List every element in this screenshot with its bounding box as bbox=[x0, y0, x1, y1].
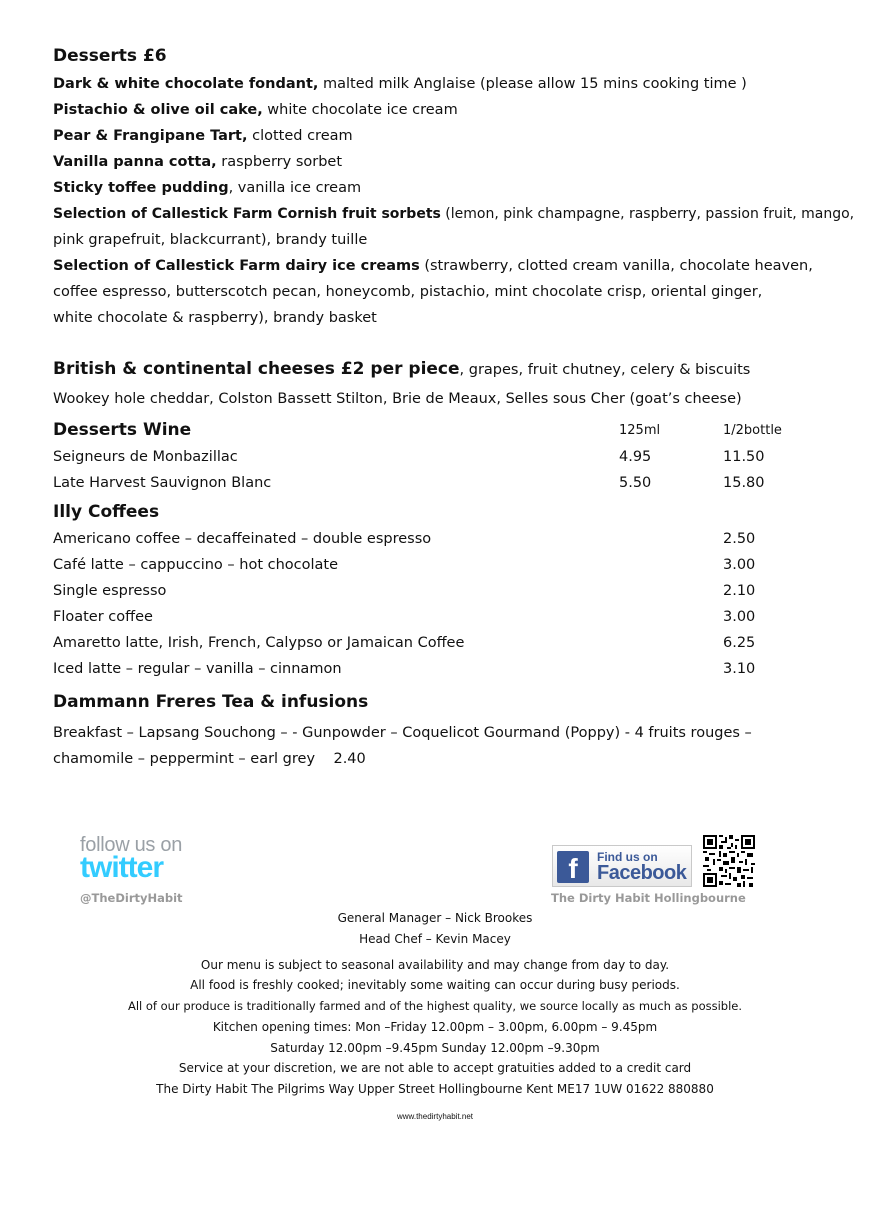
dessert-item bbox=[53, 150, 342, 176]
dessert-desc: , vanilla ice cream bbox=[228, 180, 362, 196]
ice-creams-desc-line2: coffee espresso, butterscotch pecan, honeycomb, pistachio, mint chocolate crisp, oriental ginger, bbox=[53, 284, 763, 300]
footer-address: The Dirty Habit The Pilgrims Way Upper Street Hollingbourne Kent ME17 1UW 01622 880880 bbox=[156, 1082, 714, 1096]
cheeses-list: Wookey hole cheddar, Colston Bassett Stilton, Brie de Meaux, Selles sous Cher (goat’s cheese) bbox=[53, 391, 742, 407]
footer-weekend-times: Saturday 12.00pm –9.45pm Sunday 12.00pm –9.30pm bbox=[270, 1041, 600, 1055]
sorbets-desc-line2: pink grapefruit, blackcurrant), brandy tuille bbox=[53, 232, 368, 248]
dessert-name: Sticky toffee pudding bbox=[53, 180, 229, 196]
dessert-item bbox=[53, 98, 458, 124]
dessert-name: Pistachio & olive oil cake, bbox=[53, 102, 263, 118]
coffee-price: 2.10 bbox=[723, 583, 756, 599]
footer-website-link[interactable]: www.thedirtyhabit.net bbox=[396, 1112, 474, 1121]
dessert-desc: malted milk Anglaise (please allow 15 mins cooking time ) bbox=[318, 76, 747, 92]
footer-line: All food is freshly cooked; inevitably some waiting can occur during busy periods. bbox=[190, 978, 680, 992]
wine-glass-price: 4.95 bbox=[619, 449, 652, 465]
facebook-caption: The Dirty Habit Hollingbourne bbox=[551, 891, 746, 905]
coffee-name: Americano coffee – decaffeinated – double espresso bbox=[53, 531, 432, 547]
coffee-price: 2.50 bbox=[723, 531, 756, 547]
coffee-row bbox=[53, 531, 853, 555]
twitter-follow-text: follow us on bbox=[80, 834, 183, 856]
wine-half-price: 15.80 bbox=[723, 475, 765, 491]
coffees-title: Illy Coffees bbox=[53, 502, 160, 522]
footer-service: Service at your discretion, we are not able to accept gratuities added to a credit card bbox=[178, 1061, 692, 1075]
coffee-name: Iced latte – regular – vanilla – cinnamon bbox=[53, 661, 342, 677]
wine-row bbox=[53, 449, 853, 473]
twitter-wordmark: twitter bbox=[80, 851, 163, 884]
dessert-wine-header bbox=[53, 420, 853, 444]
qr-code-icon[interactable] bbox=[703, 835, 755, 887]
coffee-row bbox=[53, 635, 853, 659]
coffee-row bbox=[53, 557, 853, 581]
ice-creams-desc-line3: white chocolate & raspberry), brandy basket bbox=[53, 310, 377, 326]
coffee-price: 6.25 bbox=[723, 635, 756, 651]
coffee-price: 3.00 bbox=[723, 609, 756, 625]
sorbets-name: Selection of Callestick Farm Cornish fruit sorbets bbox=[53, 206, 441, 222]
wine-name: Seigneurs de Monbazillac bbox=[53, 449, 238, 465]
tea-line2: chamomile – peppermint – earl grey 2.40 bbox=[53, 751, 366, 767]
footer-line: All of our produce is traditionally farmed and of the highest quality, we source locally as much as possible. bbox=[127, 999, 743, 1013]
coffee-name: Single espresso bbox=[53, 583, 167, 599]
desserts-title: Desserts £6 bbox=[53, 46, 167, 66]
facebook-wordmark: Facebook bbox=[597, 862, 687, 884]
coffee-row bbox=[53, 583, 853, 607]
tea-title: Dammann Freres Tea & infusions bbox=[53, 692, 369, 712]
cheeses-heading bbox=[53, 359, 750, 379]
dessert-name: Pear & Frangipane Tart, bbox=[53, 128, 248, 144]
wine-col-125ml: 125ml bbox=[619, 423, 661, 438]
coffee-price: 3.00 bbox=[723, 557, 756, 573]
wine-name: Late Harvest Sauvignon Blanc bbox=[53, 475, 272, 491]
footer-manager: General Manager – Nick Brookes bbox=[337, 911, 533, 925]
dessert-wine-title: Desserts Wine bbox=[53, 420, 192, 440]
dessert-name: Vanilla panna cotta, bbox=[53, 154, 217, 170]
dessert-item bbox=[53, 124, 353, 150]
wine-col-half-bottle: 1/2bottle bbox=[723, 423, 782, 438]
footer-chef: Head Chef – Kevin Macey bbox=[359, 932, 511, 946]
dessert-desc: clotted cream bbox=[247, 128, 353, 144]
dessert-desc: white chocolate ice cream bbox=[262, 102, 458, 118]
cheeses-title-suffix: , grapes, fruit chutney, celery & biscuits bbox=[459, 362, 751, 378]
tea-line1: Breakfast – Lapsang Souchong – - Gunpowder – Coquelicot Gourmand (Poppy) - 4 fruits rouges – bbox=[53, 725, 752, 741]
facebook-f-icon: f bbox=[557, 851, 589, 883]
sorbets-item bbox=[53, 202, 854, 228]
coffee-name: Café latte – cappuccino – hot chocolate bbox=[53, 557, 339, 573]
dessert-item bbox=[53, 72, 747, 98]
cheeses-title: British & continental cheeses £2 per piece bbox=[53, 359, 460, 379]
dessert-desc: raspberry sorbet bbox=[216, 154, 343, 170]
dessert-name: Dark & white chocolate fondant, bbox=[53, 76, 319, 92]
coffee-price: 3.10 bbox=[723, 661, 756, 677]
sorbets-desc: (lemon, pink champagne, raspberry, passion fruit, mango, bbox=[440, 206, 855, 222]
wine-glass-price: 5.50 bbox=[619, 475, 652, 491]
wine-half-price: 11.50 bbox=[723, 449, 765, 465]
footer-line: Our menu is subject to seasonal availability and may change from day to day. bbox=[200, 958, 670, 972]
coffee-row bbox=[53, 661, 853, 685]
facebook-find-text: Find us on bbox=[597, 850, 658, 864]
twitter-handle: @TheDirtyHabit bbox=[80, 891, 183, 905]
facebook-badge[interactable] bbox=[552, 845, 692, 887]
coffee-name: Floater coffee bbox=[53, 609, 153, 625]
ice-creams-desc: (strawberry, clotted cream vanilla, chocolate heaven, bbox=[419, 258, 813, 274]
twitter-logo[interactable] bbox=[80, 834, 182, 885]
wine-row bbox=[53, 475, 853, 499]
coffee-row bbox=[53, 609, 853, 633]
ice-creams-name: Selection of Callestick Farm dairy ice creams bbox=[53, 258, 420, 274]
ice-creams-item bbox=[53, 254, 813, 280]
footer-opening-times: Kitchen opening times: Mon –Friday 12.00pm – 3.00pm, 6.00pm – 9.45pm bbox=[212, 1020, 658, 1034]
dessert-item bbox=[53, 176, 361, 202]
coffee-name: Amaretto latte, Irish, French, Calypso or Jamaican Coffee bbox=[53, 635, 465, 651]
